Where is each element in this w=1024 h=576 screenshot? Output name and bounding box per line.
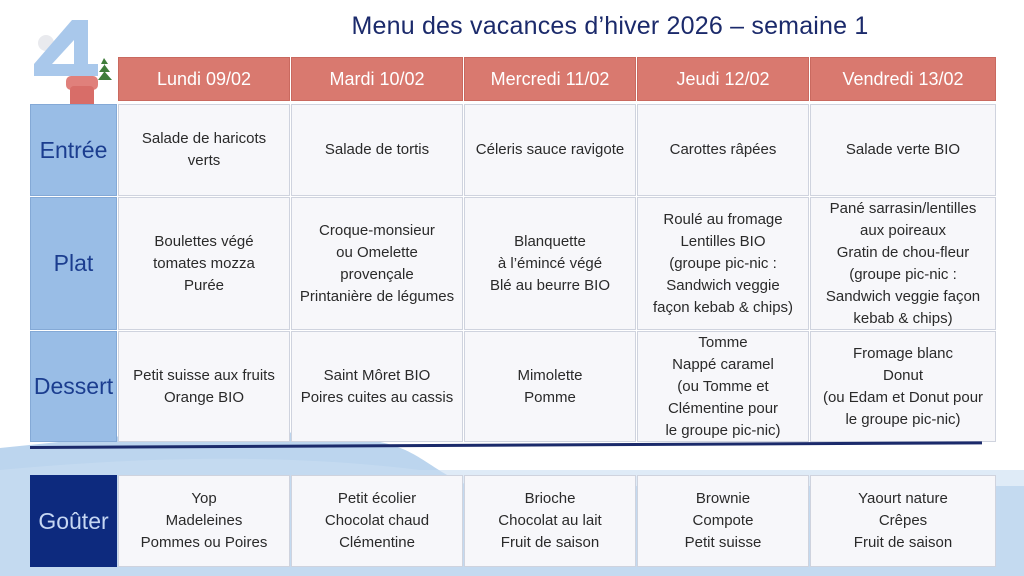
page-title: Menu des vacances d’hiver 2026 – semaine 1 [351,12,869,40]
menu-cell: Petit suisse aux fruits Orange BIO [118,331,290,442]
menu-cell: Petit écolier Chocolat chaud Clémentine [291,475,463,567]
menu-cell: Salade de haricots verts [118,104,290,196]
menu-cell: Brioche Chocolat au lait Fruit de saison [464,475,636,567]
day-header-monday: Lundi 09/02 [118,57,290,101]
menu-cell: Brownie Compote Petit suisse [637,475,809,567]
menu-cell: Yaourt nature Crêpes Fruit de saison [810,475,996,567]
menu-cell: Croque-monsieur ou Omelette provençale Printanière de légumes [291,197,463,330]
menu-cell: Mimolette Pomme [464,331,636,442]
row-header-entree: Entrée [30,104,117,196]
menu-cell: Boulettes végé tomates mozza Purée [118,197,290,330]
row-header-plat: Plat [30,197,117,330]
day-header-tuesday: Mardi 10/02 [291,57,463,101]
row-header-gouter: Goûter [30,475,117,567]
menu-cell: Yop Madeleines Pommes ou Poires [118,475,290,567]
menu-cell: Carottes râpées [637,104,809,196]
menu-cell: Pané sarrasin/lentilles aux poireaux Gratin de chou-fleur (groupe pic-nic : Sandwich veggie façon kebab & chips) [810,197,996,330]
menu-cell: Blanquette à l’émincé végé Blé au beurre BIO [464,197,636,330]
menu-cell: Céleris sauce ravigote [464,104,636,196]
menu-cell: Saint Môret BIO Poires cuites au cassis [291,331,463,442]
day-header-friday: Vendredi 13/02 [810,57,996,101]
menu-cell: Tomme Nappé caramel (ou Tomme et Clémentine pour le groupe pic-nic) [637,331,809,442]
day-header-thursday: Jeudi 12/02 [637,57,809,101]
menu-cell: Roulé au fromage Lentilles BIO (groupe pic-nic : Sandwich veggie façon kebab & chips) [637,197,809,330]
menu-cell: Salade de tortis [291,104,463,196]
row-header-dessert: Dessert [30,331,117,442]
menu-cell: Salade verte BIO [810,104,996,196]
day-header-wednesday: Mercredi 11/02 [464,57,636,101]
menu-cell: Fromage blanc Donut (ou Edam et Donut pour le groupe pic-nic) [810,331,996,442]
